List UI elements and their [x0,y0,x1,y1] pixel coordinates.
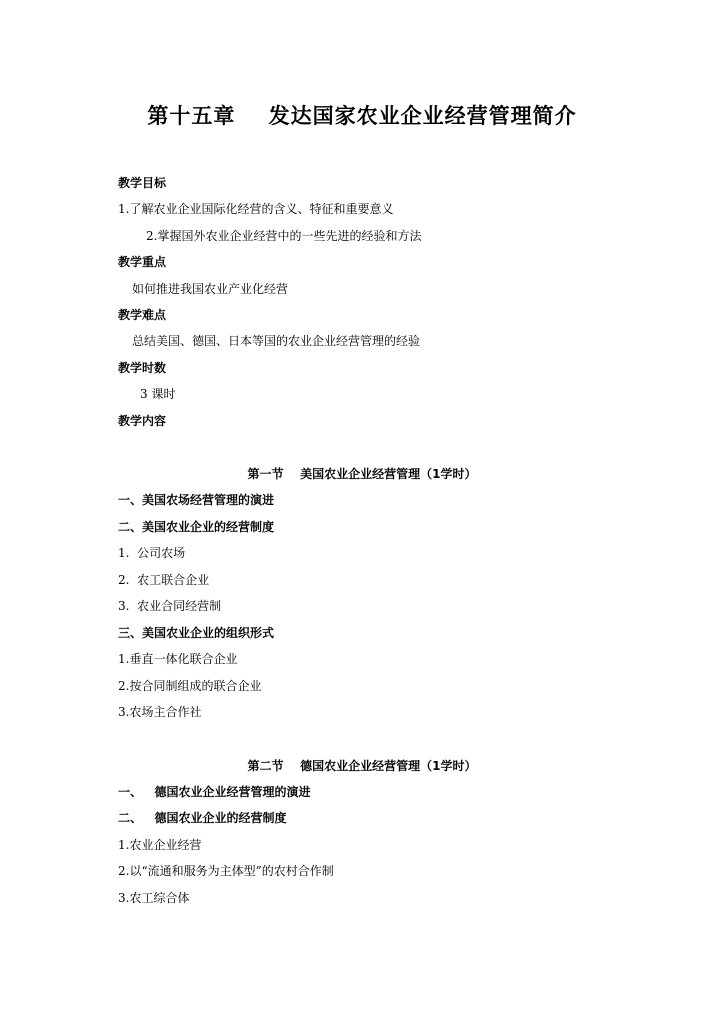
difficulties-heading: 教学难点 [118,308,167,322]
section-1-heading-1: 一、美国农场经营管理的演进 [118,493,275,507]
content-heading: 教学内容 [118,414,167,428]
section-2-heading-2: 二、 德国农业企业的经营制度 [118,811,287,825]
list-item: 1.垂直一体化联合企业 [118,652,238,666]
list-item: 2.按合同制组成的联合企业 [118,679,262,693]
list-item: 2.以“流通和服务为主体型”的农村合作制 [118,864,334,878]
list-item: 1.农业企业经营 [118,838,202,852]
list-item: 3. 农业合同经营制 [118,599,222,613]
objective-item-2: 2.掌握国外农业企业经营中的一些先进的经验和方法 [146,229,422,243]
list-item: 1. 公司农场 [118,546,186,560]
objectives-heading: 教学目标 [118,176,167,190]
section-1-heading-2: 二、美国农业企业的经营制度 [118,520,275,534]
section-1-title: 第一节 美国农业企业经营管理（1学时） [247,467,477,481]
key-points-heading: 教学重点 [118,255,167,269]
objective-item-1: 1.了解农业企业国际化经营的含义、特征和重要意义 [118,202,394,216]
key-points-text: 如何推进我国农业产业化经营 [132,282,289,296]
difficulties-text: 总结美国、德国、日本等国的农业企业经营管理的经验 [132,334,421,348]
chapter-title: 第十五章 发达国家农业企业经营管理简介 [147,104,577,128]
section-2-heading-1: 一、 德国农业企业经营管理的演进 [118,785,311,799]
list-item: 3.农工综合体 [118,891,190,905]
hours-text: 3 课时 [140,387,176,401]
section-1-heading-3: 三、美国农业企业的组织形式 [118,626,275,640]
hours-heading: 教学时数 [118,361,167,375]
list-item: 3.农场主合作社 [118,705,202,719]
section-2-title: 第二节 德国农业企业经营管理（1学时） [247,759,477,773]
list-item: 2. 农工联合企业 [118,573,210,587]
